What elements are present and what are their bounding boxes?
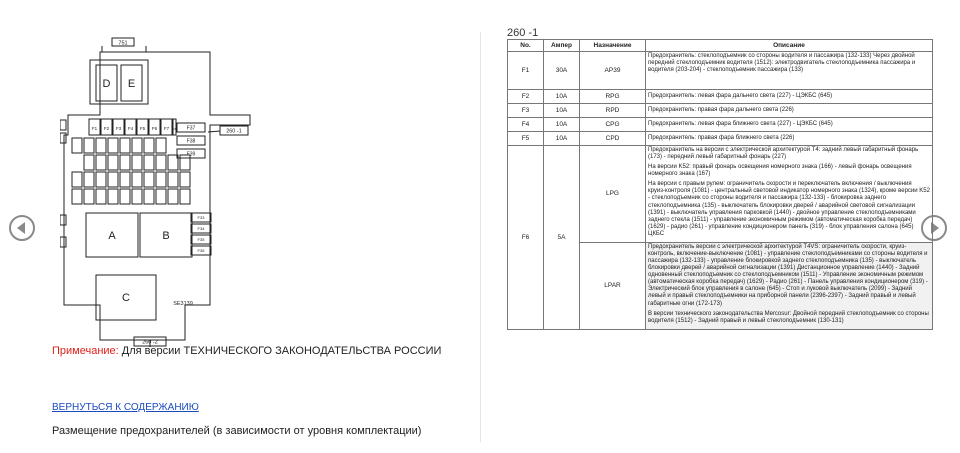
cell-amp: 10A [544, 132, 580, 146]
diagram-fuse-label: F1 [91, 126, 98, 131]
cell-description: Предохранитель: правая фара дальнего света (226) [646, 104, 933, 118]
header-no: No. [508, 40, 544, 52]
cell-no: F1 [508, 52, 544, 90]
description-paragraph: Предохранитель на версии с электрической архитектурой T4: задний левый габаритный фонарь (173) - передний левый габаритный фонарь (227) [648, 147, 919, 161]
cell-no: F4 [508, 118, 544, 132]
note-label: Примечание: [52, 345, 119, 357]
diagram-fuse-label: F3 [115, 126, 122, 131]
table-row [508, 146, 933, 243]
diagram-label-a: A [108, 230, 116, 242]
page-caption: Размещение предохранителей (в зависимости от уровня комплектации) [52, 425, 422, 437]
cell-description [646, 146, 933, 243]
table-row [508, 52, 933, 90]
cell-code: CPG [580, 118, 646, 132]
cell-description [646, 242, 933, 329]
cell-amp: 10A [544, 104, 580, 118]
cell-no: F2 [508, 90, 544, 104]
cell-amp: 10A [544, 90, 580, 104]
description-paragraph: Предохранитель версии с электрической архитектурой T4VS: ограничитель скорости, круиз-контроль, включение-выключение (1081) - управление стеклоподъемниками со стороны водителя и пассажира (132-133) - управление блокировкой заднего стеклоподъемника (135) - выключатель блокировки дверей / аварийной сигнализации (1391) Дистанционное управление (1440) - Задний одновенный стеклоподъемник со стеклоподъемником (1511) - Управление экономичным режимом (автоматическая коробка передач) (1629) - Радио (261) - Панель управления кондиционером (319) - Электрический блок управления в салоне (645) - Стоп и луковой выключатель (2099) - Задний левый и правый стеклоподъемники на приборной панели (2396-2397) - Задний правый и левый габаритные огни (172-173) [648, 243, 928, 307]
diagram-label-d: D [102, 78, 111, 90]
description-paragraph: В версии технического законодательства Mercosur: Двойной передний стеклоподъемник со стороны водителя (1512) - Задний правый и левый стеклоподъемник (130-131) [648, 310, 929, 324]
diagram-side-fuse-label: F39 [186, 151, 196, 158]
diagram-code-label: SE3139 [173, 301, 193, 307]
diagram-label-c: C [122, 292, 130, 304]
cell-description: Предохранитель: правая фара ближнего света (226) [646, 132, 933, 146]
fuse-table [507, 39, 933, 330]
cell-amp: 5A [544, 146, 580, 330]
diagram-small-fuse-label: F34 [197, 226, 205, 231]
table-row [508, 104, 933, 118]
diagram-small-fuse-label: F36 [197, 248, 205, 253]
diagram-fuse-label: F5 [139, 126, 146, 131]
table-label: 260 -1 [507, 27, 539, 39]
fuse-box-diagram [60, 35, 260, 351]
cell-description: Предохранитель: левая фара ближнего света (227) - ЦЭКБС (645) [646, 118, 933, 132]
diagram-fuse-label: F2 [103, 126, 110, 131]
header-amp: Ампер [544, 40, 580, 52]
table-header-row [508, 40, 933, 52]
diagram-fuse-label: F8 [172, 127, 177, 131]
cell-no: F5 [508, 132, 544, 146]
header-purpose: Назначение [580, 40, 646, 52]
cell-code: CPD [580, 132, 646, 146]
diagram-label-e: E [127, 78, 136, 90]
cell-code: AP39 [580, 52, 646, 90]
diagram-label-b: B [162, 230, 170, 242]
note [52, 345, 441, 357]
header-description: Описание [646, 40, 933, 52]
cell-code: RPD [580, 104, 646, 118]
table-row [508, 132, 933, 146]
chevron-left-icon [17, 222, 25, 234]
diagram-fuse-label: F7 [163, 126, 170, 131]
column-divider [480, 32, 481, 442]
description-paragraph: На версии K52: правый фонарь освещения номерного знака (166) - левый фонарь освещения номерного знака (167) [648, 164, 912, 178]
table-row [508, 90, 933, 104]
cell-no: F3 [508, 104, 544, 118]
note-text: Для версии ТЕХНИЧЕСКОГО ЗАКОНОДАТЕЛЬСТВА РОССИИ [121, 345, 442, 357]
diagram-side-ref-label: 260 -1 [226, 128, 242, 135]
diagram-side-fuse-label: F37 [186, 125, 196, 132]
prev-arrow-button[interactable] [9, 215, 35, 241]
table-row [508, 118, 933, 132]
cell-code: LPG [580, 146, 646, 243]
description-paragraph: На версии с правым рулем: ограничитель скорости и переключатель включения / выключения круиз-контроля (1081) - центральный световой индикатор номерного знака (1324), кроме версии K52 - стеклоподъемник со стороны водителя и пассажира (132-133) - блокировка заднего стеклоподъемника (135) - выключатель блокировки дверей / аварийной световой сигнализации (1391) - выключатель управления парковкой (1440) - двойное управление стеклоподъемниками заднего стекла (1511) - управление экономичным режимом (автоматическая коробка передач) (1629) - радио (261) - управление кондиционером панель (319) - блок управления салона (645) ЦКБС [648, 181, 930, 237]
cell-description: Предохранитель: стеклоподъемник со стороны водителя и пассажира (132-133) Через двойной передний стеклоподъемник водителя (1512): электродвигатель стеклоподъемника пассажира и водителя (203-204) - стеклоподъемник пассажира (133) [646, 52, 933, 90]
diagram-fuse-label: F6 [151, 126, 158, 131]
cell-description: Предохранитель: левая фара дальнего света (227) - ЦЭКБС (645) [646, 90, 933, 104]
diagram-label-top: 751 [118, 40, 128, 47]
cell-amp: 30A [544, 52, 580, 90]
diagram-fuse-label: F4 [127, 126, 134, 131]
cell-amp: 10A [544, 118, 580, 132]
cell-no: F6 [508, 146, 544, 330]
back-to-contents-link[interactable]: ВЕРНУТЬСЯ К СОДЕРЖАНИЮ [52, 402, 199, 413]
diagram-small-fuse-label: F35 [197, 237, 205, 242]
diagram-bottom-label: 260 -2 [142, 339, 158, 346]
diagram-side-fuse-label: F38 [186, 138, 196, 145]
cell-code: RPG [580, 90, 646, 104]
cell-code: LPAR [580, 242, 646, 329]
diagram-small-fuse-label: F33 [197, 215, 205, 220]
